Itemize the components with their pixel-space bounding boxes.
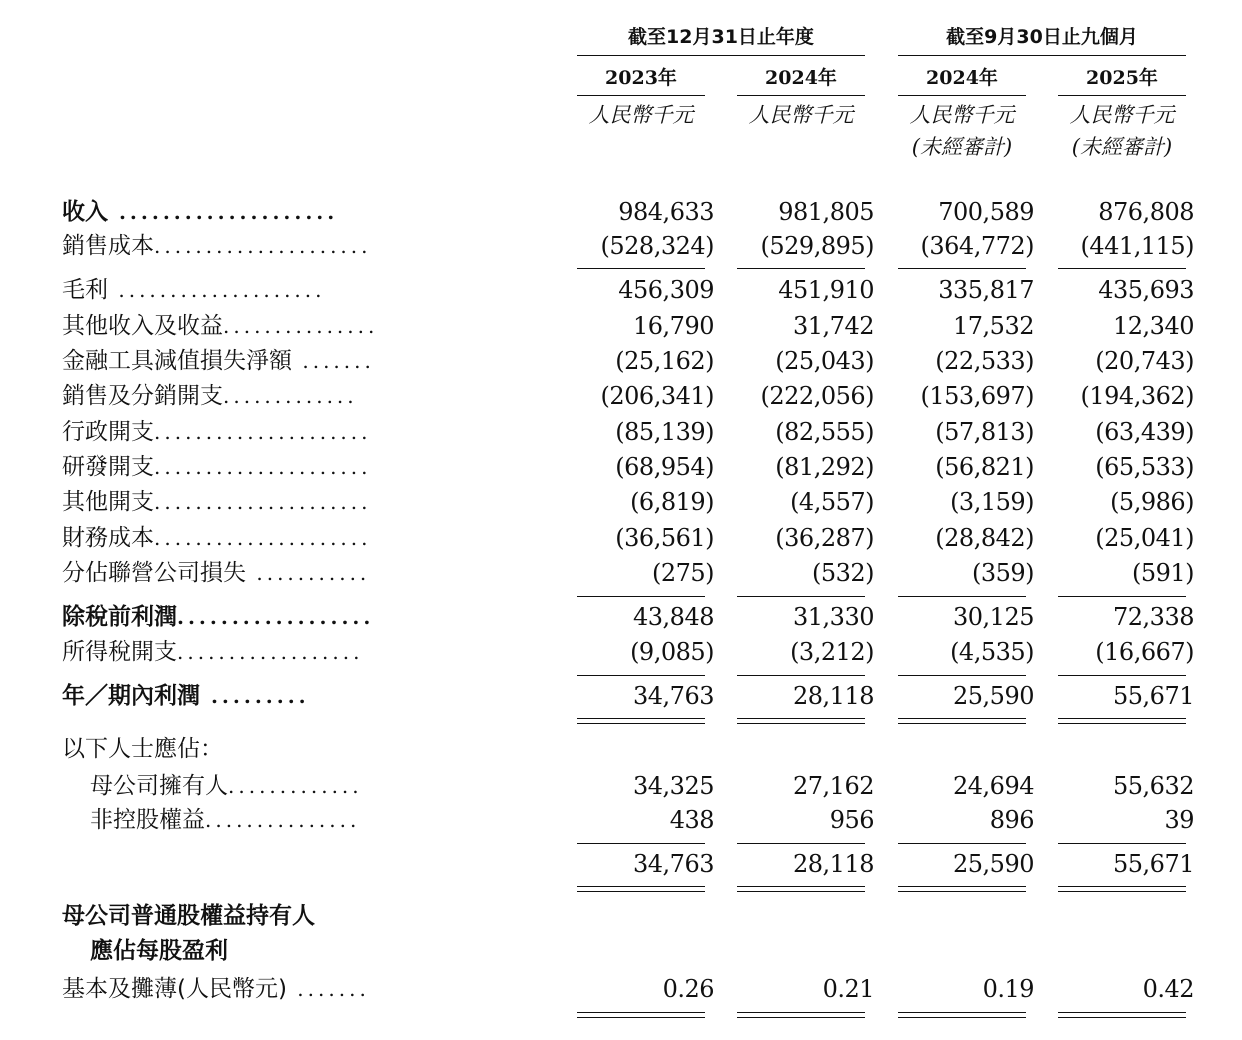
row-value-9m-2024: (22,533) <box>935 347 1034 375</box>
row-value-2024: 31,330 <box>793 603 874 631</box>
eps-double-rule-2 <box>737 1012 865 1013</box>
row-label: 收入 .................... <box>62 199 339 225</box>
header-year-end-group: 截至12月31日止年度 <box>628 26 814 48</box>
year-header-4: 2025年 <box>1086 67 1158 89</box>
subtotal-rule-1 <box>577 268 705 269</box>
year-header-3: 2024年 <box>926 67 998 89</box>
row-value-2024: 956 <box>829 806 874 834</box>
row-value-2024: (82,555) <box>775 418 874 446</box>
attributable-heading: 以下人士應佔： <box>62 736 223 762</box>
total-double-rule-4 <box>1058 718 1186 719</box>
row-value-9m-2024: (364,772) <box>920 232 1034 260</box>
row-value-9m-2025: (194,362) <box>1080 382 1194 410</box>
table-row <box>0 309 1242 344</box>
table-row <box>0 344 1242 379</box>
year-header-1: 2023年 <box>605 67 677 89</box>
header-nine-months-group: 截至9月30日止九個月 <box>946 26 1138 48</box>
eps-double-rule-3 <box>898 1012 1026 1013</box>
row-value-2024: (532) <box>811 559 874 587</box>
row-label: 所得稅開支.................. <box>62 639 364 665</box>
total-value-9m-2024: 25,590 <box>953 850 1034 878</box>
row-value-9m-2024: (4,535) <box>950 638 1034 666</box>
row-label: 財務成本..................... <box>62 525 372 551</box>
total-double-rule-2b <box>737 723 865 724</box>
row-value-2024: (222,056) <box>760 382 874 410</box>
total-value-9m-2025: 55,671 <box>1113 850 1194 878</box>
table-row <box>0 972 1242 1007</box>
subtotal-rule-4 <box>1058 843 1186 844</box>
unit-header-1: 人民幣千元 <box>588 103 694 127</box>
eps-heading-line-2: 應佔每股盈利 <box>90 938 228 964</box>
row-value-9m-2025: 72,338 <box>1113 603 1194 631</box>
row-value-2023: (85,139) <box>615 418 714 446</box>
row-value-2024: (4,557) <box>790 488 874 516</box>
row-value-9m-2024: 30,125 <box>953 603 1034 631</box>
eps-double-rule-1b <box>577 1017 705 1018</box>
row-value-2024: (3,212) <box>790 638 874 666</box>
table-row <box>0 521 1242 556</box>
row-value-9m-2025: (591) <box>1131 559 1194 587</box>
year-rule-2 <box>737 95 865 96</box>
total-double-rule-1b <box>577 891 705 892</box>
row-value-2023: 438 <box>669 806 714 834</box>
row-label: 毛利 .................... <box>62 277 326 303</box>
unit-header-4: 人民幣千元 (未經審計) <box>1069 103 1175 159</box>
total-double-rule-2 <box>737 886 865 887</box>
row-label: 金融工具減值損失淨額 ....... <box>62 348 375 374</box>
row-value-2023: (275) <box>651 559 714 587</box>
row-value-9m-2025: 39 <box>1164 806 1194 834</box>
row-value-9m-2024: 896 <box>989 806 1034 834</box>
row-label: 基本及攤薄(人民幣元) ....... <box>62 976 370 1002</box>
row-value-9m-2024: (57,813) <box>935 418 1034 446</box>
row-label: 行政開支..................... <box>62 419 372 445</box>
row-value-2024: 981,805 <box>778 198 874 226</box>
subtotal-rule-3 <box>898 268 1026 269</box>
row-label: 非控股權益............... <box>90 807 361 833</box>
row-value-9m-2025: 0.42 <box>1142 975 1194 1003</box>
row-value-9m-2024: 0.19 <box>982 975 1034 1003</box>
row-value-9m-2025: (441,115) <box>1080 232 1194 260</box>
row-value-2023: (6,819) <box>630 488 714 516</box>
row-value-9m-2024: 24,694 <box>953 772 1034 800</box>
subtotal-rule-3 <box>898 596 1026 597</box>
row-value-2024: 28,118 <box>793 682 874 710</box>
subtotal-rule-2 <box>737 268 865 269</box>
subtotal-rule-3 <box>898 675 1026 676</box>
row-value-9m-2024: (153,697) <box>920 382 1034 410</box>
row-value-9m-2024: 25,590 <box>953 682 1034 710</box>
row-value-2024: (25,043) <box>775 347 874 375</box>
row-label: 研發開支..................... <box>62 454 372 480</box>
eps-double-rule-4b <box>1058 1017 1186 1018</box>
total-double-rule-1 <box>577 886 705 887</box>
total-double-rule-3 <box>898 886 1026 887</box>
eps-double-rule-4 <box>1058 1012 1186 1013</box>
subtotal-rule-2 <box>737 843 865 844</box>
subtotal-rule-1 <box>577 675 705 676</box>
row-value-2023: 43,848 <box>633 603 714 631</box>
row-value-2023: (206,341) <box>600 382 714 410</box>
table-row <box>0 195 1242 230</box>
unit-header-2: 人民幣千元 <box>748 103 854 127</box>
total-double-rule-2b <box>737 891 865 892</box>
group-rule-right <box>898 55 1186 56</box>
year-header-2: 2024年 <box>765 67 837 89</box>
row-value-2024: (81,292) <box>775 453 874 481</box>
year-rule-4 <box>1058 95 1186 96</box>
subtotal-rule-2 <box>737 675 865 676</box>
table-row <box>0 450 1242 485</box>
row-value-2024: 451,910 <box>778 276 874 304</box>
unit-header-3: 人民幣千元 (未經審計) <box>909 103 1015 159</box>
row-value-9m-2025: (25,041) <box>1095 524 1194 552</box>
row-value-2024: (36,287) <box>775 524 874 552</box>
row-label: 銷售成本..................... <box>62 233 372 259</box>
row-value-9m-2025: (65,533) <box>1095 453 1194 481</box>
subtotal-rule-1 <box>577 596 705 597</box>
table-row <box>0 803 1242 838</box>
row-value-2023: 984,633 <box>618 198 714 226</box>
row-value-2023: 0.26 <box>662 975 714 1003</box>
row-label: 母公司擁有人............. <box>90 773 363 799</box>
table-row <box>0 679 1242 714</box>
row-value-9m-2024: 17,532 <box>953 312 1034 340</box>
total-double-rule-3b <box>898 891 1026 892</box>
row-value-9m-2024: 335,817 <box>938 276 1034 304</box>
table-row <box>0 556 1242 591</box>
row-value-2024: 27,162 <box>793 772 874 800</box>
row-label: 除稅前利潤.................. <box>62 604 375 630</box>
row-value-9m-2024: (56,821) <box>935 453 1034 481</box>
year-rule-1 <box>577 95 705 96</box>
row-value-2023: (25,162) <box>615 347 714 375</box>
row-value-2023: 34,763 <box>633 682 714 710</box>
table-row <box>0 273 1242 308</box>
group-rule-left <box>577 55 865 56</box>
table-row <box>0 635 1242 670</box>
row-label: 分佔聯營公司損失 ........... <box>62 560 371 586</box>
table-row <box>0 485 1242 520</box>
row-value-2023: 456,309 <box>618 276 714 304</box>
row-value-9m-2025: 876,808 <box>1098 198 1194 226</box>
table-row <box>0 847 1242 882</box>
row-value-9m-2024: (28,842) <box>935 524 1034 552</box>
total-double-rule-2 <box>737 718 865 719</box>
row-value-9m-2025: 435,693 <box>1098 276 1194 304</box>
row-value-2023: (9,085) <box>630 638 714 666</box>
subtotal-rule-4 <box>1058 675 1186 676</box>
table-row <box>0 379 1242 414</box>
row-value-9m-2025: (16,667) <box>1095 638 1194 666</box>
total-double-rule-3 <box>898 718 1026 719</box>
total-double-rule-4b <box>1058 891 1186 892</box>
row-value-9m-2025: (5,986) <box>1110 488 1194 516</box>
row-value-9m-2024: 700,589 <box>938 198 1034 226</box>
eps-double-rule-3b <box>898 1017 1026 1018</box>
table-row <box>0 769 1242 804</box>
total-double-rule-1b <box>577 723 705 724</box>
subtotal-rule-2 <box>737 596 865 597</box>
subtotal-rule-1 <box>577 843 705 844</box>
row-value-2023: (528,324) <box>600 232 714 260</box>
row-label: 銷售及分銷開支............. <box>62 383 358 409</box>
total-double-rule-3b <box>898 723 1026 724</box>
row-value-2023: 16,790 <box>633 312 714 340</box>
total-double-rule-4b <box>1058 723 1186 724</box>
row-value-2023: 34,325 <box>633 772 714 800</box>
row-value-9m-2025: (63,439) <box>1095 418 1194 446</box>
total-value-2023: 34,763 <box>633 850 714 878</box>
total-value-2024: 28,118 <box>793 850 874 878</box>
row-label: 其他開支..................... <box>62 489 372 515</box>
row-label: 其他收入及收益............... <box>62 313 379 339</box>
row-value-2024: 31,742 <box>793 312 874 340</box>
row-value-9m-2024: (3,159) <box>950 488 1034 516</box>
row-value-2024: (529,895) <box>760 232 874 260</box>
total-double-rule-1 <box>577 718 705 719</box>
eps-double-rule-1 <box>577 1012 705 1013</box>
table-row <box>0 415 1242 450</box>
table-row <box>0 229 1242 264</box>
row-value-9m-2024: (359) <box>971 559 1034 587</box>
eps-double-rule-2b <box>737 1017 865 1018</box>
row-value-2024: 0.21 <box>822 975 874 1003</box>
row-value-9m-2025: 12,340 <box>1113 312 1194 340</box>
row-label: 年／期內利潤 ......... <box>62 683 310 709</box>
table-row <box>0 600 1242 635</box>
row-value-9m-2025: 55,632 <box>1113 772 1194 800</box>
subtotal-rule-4 <box>1058 596 1186 597</box>
total-double-rule-4 <box>1058 886 1186 887</box>
subtotal-rule-4 <box>1058 268 1186 269</box>
eps-heading-line-1: 母公司普通股權益持有人 <box>62 903 315 929</box>
row-value-9m-2025: 55,671 <box>1113 682 1194 710</box>
year-rule-3 <box>898 95 1026 96</box>
row-value-2023: (68,954) <box>615 453 714 481</box>
subtotal-rule-3 <box>898 843 1026 844</box>
row-value-2023: (36,561) <box>615 524 714 552</box>
row-value-9m-2025: (20,743) <box>1095 347 1194 375</box>
